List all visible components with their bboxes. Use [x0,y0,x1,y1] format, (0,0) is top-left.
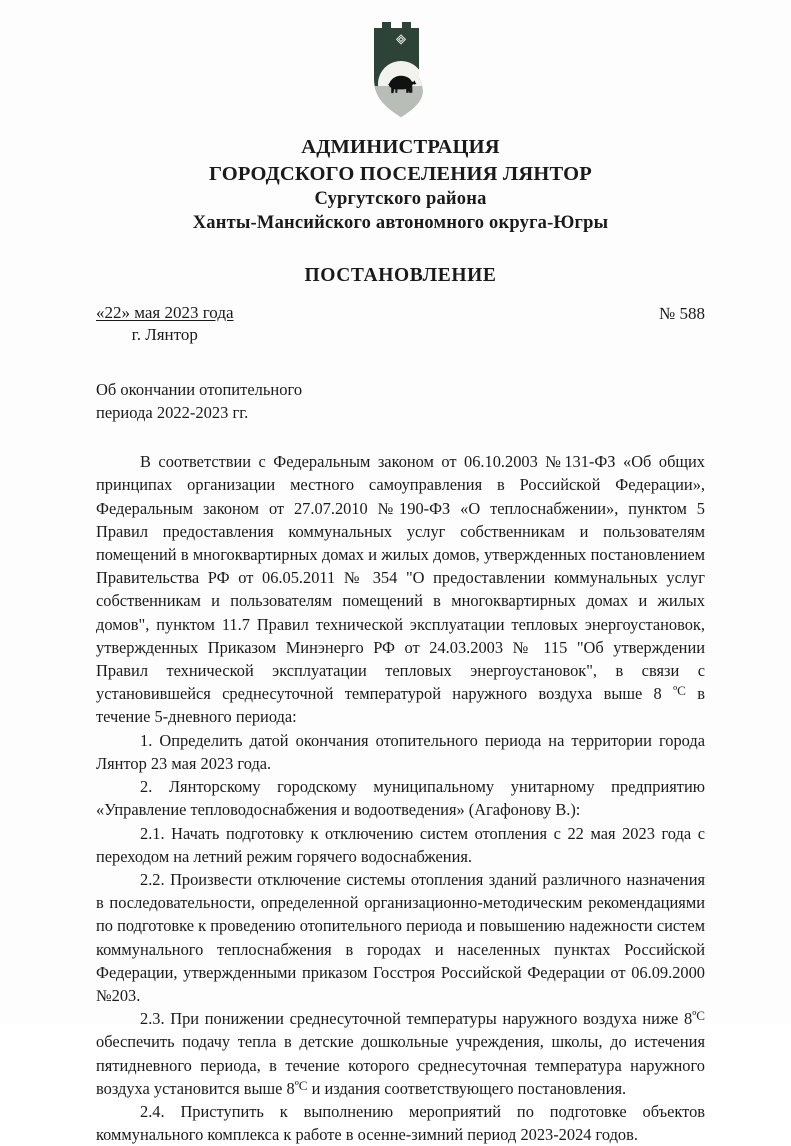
item-2-3-text-part-3: и издания соответствующего постановления. [307,1078,627,1098]
subject-line-2: периода 2022-2023 гг. [96,402,249,422]
lyantor-coat-of-arms-icon [370,22,432,118]
document-body [96,450,705,1146]
paragraph-item-2-4: 2.4. Приступить к выполнению мероприятий по подготовке объектов коммунального комплекса к работе в осенне-зимний период 2023-2024 годов. [96,1101,705,1145]
coat-of-arms-container [96,0,705,118]
document-number: № 588 [659,304,705,324]
subject-line-1: Об окончании отопительного [96,380,303,400]
paragraph-item-2-1: 2.1. Начать подготовку к отключению систем отопления с 22 мая 2023 года с переходом на летний режим горячего водоснабжения. [96,823,705,866]
degree-celsius-symbol: ºC [673,683,686,699]
document-subject [96,379,426,424]
paragraph-item-2-2: 2.2. Произвести отключение системы отопления зданий различного назначения в последовательности, определенной организационно-методическим рекомендациями по подготовке к проведению отопительного периода и повышению надежности систем коммунального теплоснабжения в городах и населенных пунктах Российской Федерации, утвержденными приказом Госстроя Российской Федерации от 06.09.2000 №203. [96,869,705,1005]
paragraph-item-1: 1. Определить датой окончания отопительного периода на территории города Лянтор 23 мая 2023 года. [96,730,705,773]
header-line-administration: АДМИНИСТРАЦИЯ [301,136,500,158]
degree-celsius-symbol-high: ºC [294,1077,308,1093]
document-date-block [96,303,234,345]
paragraph-item-2-3 [96,1007,705,1100]
header-line-settlement: ГОРОДСКОГО ПОСЕЛЕНИЯ ЛЯНТОР [208,162,593,185]
header-line-district: Сургутского района [314,189,487,210]
paragraph-item-2: 2. Лянторскому городскому муниципальному унитарному предприятию «Управление тепловодоснабжения и водоотведения» (Агафонову В.): [96,777,705,820]
document-meta-row [96,303,705,345]
organization-header [96,134,705,235]
preamble-text-part-2: в течение 5-дневного периода: [96,684,705,727]
item-2-3-text-part-1: 2.3. При понижении среднесуточной температуры наружного воздуха ниже 8 [140,1009,693,1029]
document-type-title: ПОСТАНОВЛЕНИЕ [304,265,497,287]
document-city: г. Лянтор [131,325,198,345]
item-2-3-text-part-2: обеспечить подачу тепла в детские дошкольные учреждения, школы, до истечения пятидневного периода, в течение которого среднесуточная температура наружного воздуха установится выше 8 [96,1032,705,1098]
document-date: «22» мая 2023 года [96,303,234,323]
paragraph-preamble [96,450,705,728]
header-line-region: Ханты-Мансийского автономного округа-Югры [192,213,609,234]
preamble-text-part-1: В соответствии с Федеральным законом от 06.10.2003 №131-ФЗ «Об общих принципах организации местного самоуправления в Российской Федерации», Федеральным законом от 27.07.2010 №190-ФЗ «О теплоснабжении», пунктом 5 Правил предоставления коммунальных услуг собственникам и пользователям помещений в многоквартирных домах и жилых домов, утвержденных постановлением Правительства РФ от 06.05.2011 № 354 "О предоставлении коммунальных услуг собственникам и пользователям помещений в многоквартирных домах и жилых домов", пунктом 11.7 Правил технической эксплуатации тепловых энергоустановок, утвержденных Приказом Минэнерго РФ от 24.03.2003 № 115 "Об утверждении Правил технической эксплуатации тепловых энергоустановок", в связи с установившейся среднесуточной температурой наружного воздуха выше 8 [96,452,705,704]
degree-celsius-symbol-low: ºC [692,1008,705,1024]
